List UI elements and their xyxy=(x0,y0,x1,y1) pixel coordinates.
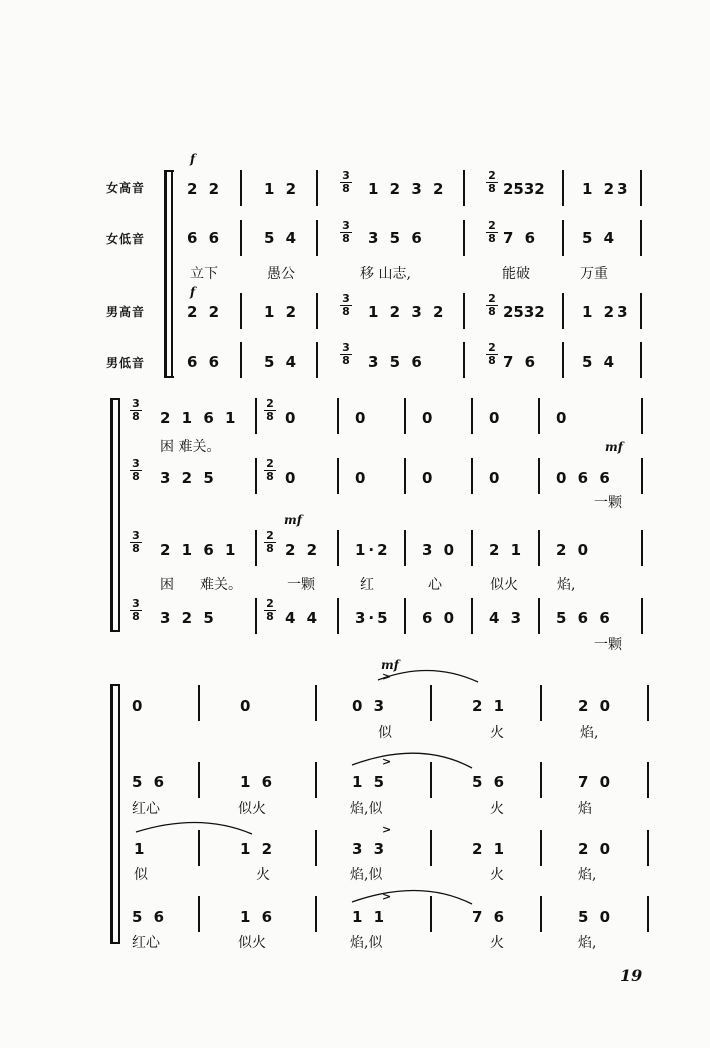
note-group: 1 xyxy=(134,840,148,858)
note-group: 4 3 xyxy=(489,609,525,627)
note-group: 0 3 xyxy=(352,697,388,715)
lyric: 似 xyxy=(378,725,392,741)
note-group: 3 5 6 xyxy=(368,353,425,371)
lyric: 愚公 xyxy=(267,266,295,282)
lyric: 似火 xyxy=(238,935,266,951)
time-signature: 3 8 xyxy=(340,170,352,195)
dynamic-marking: mf xyxy=(284,513,302,527)
time-signature: 2 8 xyxy=(264,398,276,423)
barline xyxy=(430,762,432,798)
note-group: 2 1 xyxy=(472,697,508,715)
dynamic-marking: mf xyxy=(605,440,623,454)
note-group: 5 6 xyxy=(132,908,168,926)
barline xyxy=(315,896,317,932)
lyric: 困 xyxy=(160,577,174,593)
note-group: 5 4 xyxy=(264,353,300,371)
lyric: 红心 xyxy=(132,801,160,817)
time-signature: 3 8 xyxy=(130,598,142,623)
note-group: 7 0 xyxy=(578,773,614,791)
note-group: 0 xyxy=(285,469,299,487)
note-group: 7 6 xyxy=(503,229,539,247)
lyric: 困 难关。 xyxy=(160,439,221,455)
note-group: 5 0 xyxy=(578,908,614,926)
note-group: 1 2 3 2 xyxy=(368,180,447,198)
lyric: 焰, xyxy=(580,725,599,741)
lyric: 一颗 xyxy=(594,495,622,511)
note-group: 0 xyxy=(285,409,299,427)
note-group: 1 2 xyxy=(240,840,276,858)
lyric: 似火 xyxy=(490,577,518,593)
note-group: 5 4 xyxy=(582,229,618,247)
lyric: 一颗 xyxy=(287,577,315,593)
lyric: 焰,似 xyxy=(350,867,383,883)
time-signature: 3 8 xyxy=(130,398,142,423)
dynamic-marking: f xyxy=(190,285,196,299)
time-signature: 3 8 xyxy=(130,530,142,555)
note-group: 0 xyxy=(355,469,369,487)
dynamic-marking: mf xyxy=(381,658,399,672)
note-group: 1 23 xyxy=(582,303,631,321)
note-group: 2532 xyxy=(503,180,545,198)
note-group: 3 3 xyxy=(352,840,388,858)
note-group: 0 xyxy=(355,409,369,427)
lyric: 能破 xyxy=(502,266,530,282)
note-group: 0 xyxy=(422,469,436,487)
barline xyxy=(315,830,317,866)
barline xyxy=(430,830,432,866)
lyric: 火 xyxy=(490,867,504,883)
note-group: 5 4 xyxy=(582,353,618,371)
lyric: 一颗 xyxy=(594,637,622,653)
lyric: 红 xyxy=(360,577,374,593)
note-group: 2 0 xyxy=(556,541,592,559)
part-label-alto: 女低音 xyxy=(106,232,146,246)
accent-mark: > xyxy=(382,670,395,683)
note-group: 6 6 xyxy=(187,353,223,371)
note-group: 0 xyxy=(489,409,503,427)
lyric: 焰,似 xyxy=(350,935,383,951)
lyric: 焰,似 xyxy=(350,801,383,817)
note-group: 1·2 xyxy=(355,541,391,559)
barline xyxy=(647,685,649,721)
time-signature: 2 8 xyxy=(486,342,498,367)
note-group: 2 1 xyxy=(489,541,525,559)
note-group: 1 5 xyxy=(352,773,388,791)
note-group: 5 4 xyxy=(264,229,300,247)
note-group: 2532 xyxy=(503,303,545,321)
lyric: 红心 xyxy=(132,935,160,951)
lyric: 火 xyxy=(256,867,270,883)
note-group: 2 2 xyxy=(187,180,223,198)
barline xyxy=(430,685,432,721)
note-group: 5 6 xyxy=(472,773,508,791)
note-group: 1 2 3 2 xyxy=(368,303,447,321)
lyric: 难关。 xyxy=(200,577,242,593)
lyric: 火 xyxy=(490,725,504,741)
lyric: 焰, xyxy=(578,935,597,951)
note-group: 0 xyxy=(132,697,146,715)
part-label-tenor: 男高音 xyxy=(106,305,146,319)
note-group: 2 1 xyxy=(472,840,508,858)
note-group: 0 xyxy=(489,469,503,487)
barline xyxy=(647,762,649,798)
note-group: 0 xyxy=(422,409,436,427)
lyric: 焰, xyxy=(578,867,597,883)
time-signature: 2 8 xyxy=(264,458,276,483)
barline xyxy=(430,896,432,932)
note-group: 1 1 xyxy=(352,908,388,926)
time-signature: 3 8 xyxy=(130,458,142,483)
lyric: 焰, xyxy=(557,577,576,593)
lyric: 心 xyxy=(428,577,442,593)
note-group: 0 xyxy=(240,697,254,715)
note-group: 2 2 xyxy=(285,541,321,559)
note-group: 6 6 xyxy=(187,229,223,247)
note-group: 5 6 xyxy=(132,773,168,791)
note-group: 7 6 xyxy=(472,908,508,926)
lyric: 立下 xyxy=(190,266,218,282)
time-signature: 2 8 xyxy=(486,293,498,318)
note-group: 1 6 xyxy=(240,908,276,926)
part-label-soprano: 女高音 xyxy=(106,181,146,195)
note-group: 6 0 xyxy=(422,609,458,627)
note-group: 3 5 6 xyxy=(368,229,425,247)
time-signature: 2 8 xyxy=(486,170,498,195)
part-label-bass: 男低音 xyxy=(106,356,146,370)
note-group: 0 6 6 xyxy=(556,469,613,487)
lyric: 火 xyxy=(490,801,504,817)
note-group: 3 2 5 xyxy=(160,469,217,487)
barline xyxy=(647,896,649,932)
barline xyxy=(315,685,317,721)
barline xyxy=(540,896,542,932)
time-signature: 3 8 xyxy=(340,220,352,245)
barline xyxy=(198,762,200,798)
barline xyxy=(315,762,317,798)
note-group: 1 2 xyxy=(264,303,300,321)
time-signature: 3 8 xyxy=(340,342,352,367)
barline xyxy=(540,762,542,798)
note-group: 1 23 xyxy=(582,180,631,198)
time-signature: 2 8 xyxy=(264,598,276,623)
page-number: 19 xyxy=(620,966,643,985)
note-group: 0 xyxy=(556,409,570,427)
note-group: 3 0 xyxy=(422,541,458,559)
lyric: 似火 xyxy=(238,801,266,817)
note-group: 2 2 xyxy=(187,303,223,321)
barline xyxy=(540,830,542,866)
time-signature: 3 8 xyxy=(340,293,352,318)
barline xyxy=(540,685,542,721)
note-group: 2 0 xyxy=(578,840,614,858)
barline xyxy=(647,830,649,866)
note-group: 4 4 xyxy=(285,609,321,627)
barline xyxy=(198,896,200,932)
accent-mark: > xyxy=(382,823,395,836)
note-group: 2 0 xyxy=(578,697,614,715)
note-group: 1 2 xyxy=(264,180,300,198)
lyric: 万重 xyxy=(580,266,608,282)
accent-mark: > xyxy=(382,755,395,768)
time-signature: 2 8 xyxy=(264,530,276,555)
time-signature: 2 8 xyxy=(486,220,498,245)
dynamic-marking: f xyxy=(190,152,196,166)
note-group: 2 1 6 1 xyxy=(160,409,239,427)
lyric: 火 xyxy=(490,935,504,951)
note-group: 3 2 5 xyxy=(160,609,217,627)
note-group: 5 6 6 xyxy=(556,609,613,627)
note-group: 2 1 6 1 xyxy=(160,541,239,559)
barline xyxy=(198,830,200,866)
lyric: 焰 xyxy=(578,801,592,817)
lyric: 移 山志, xyxy=(360,266,411,282)
note-group: 3·5 xyxy=(355,609,391,627)
lyric: 似 xyxy=(134,867,148,883)
note-group: 7 6 xyxy=(503,353,539,371)
accent-mark: > xyxy=(382,890,395,903)
barline xyxy=(198,685,200,721)
note-group: 1 6 xyxy=(240,773,276,791)
